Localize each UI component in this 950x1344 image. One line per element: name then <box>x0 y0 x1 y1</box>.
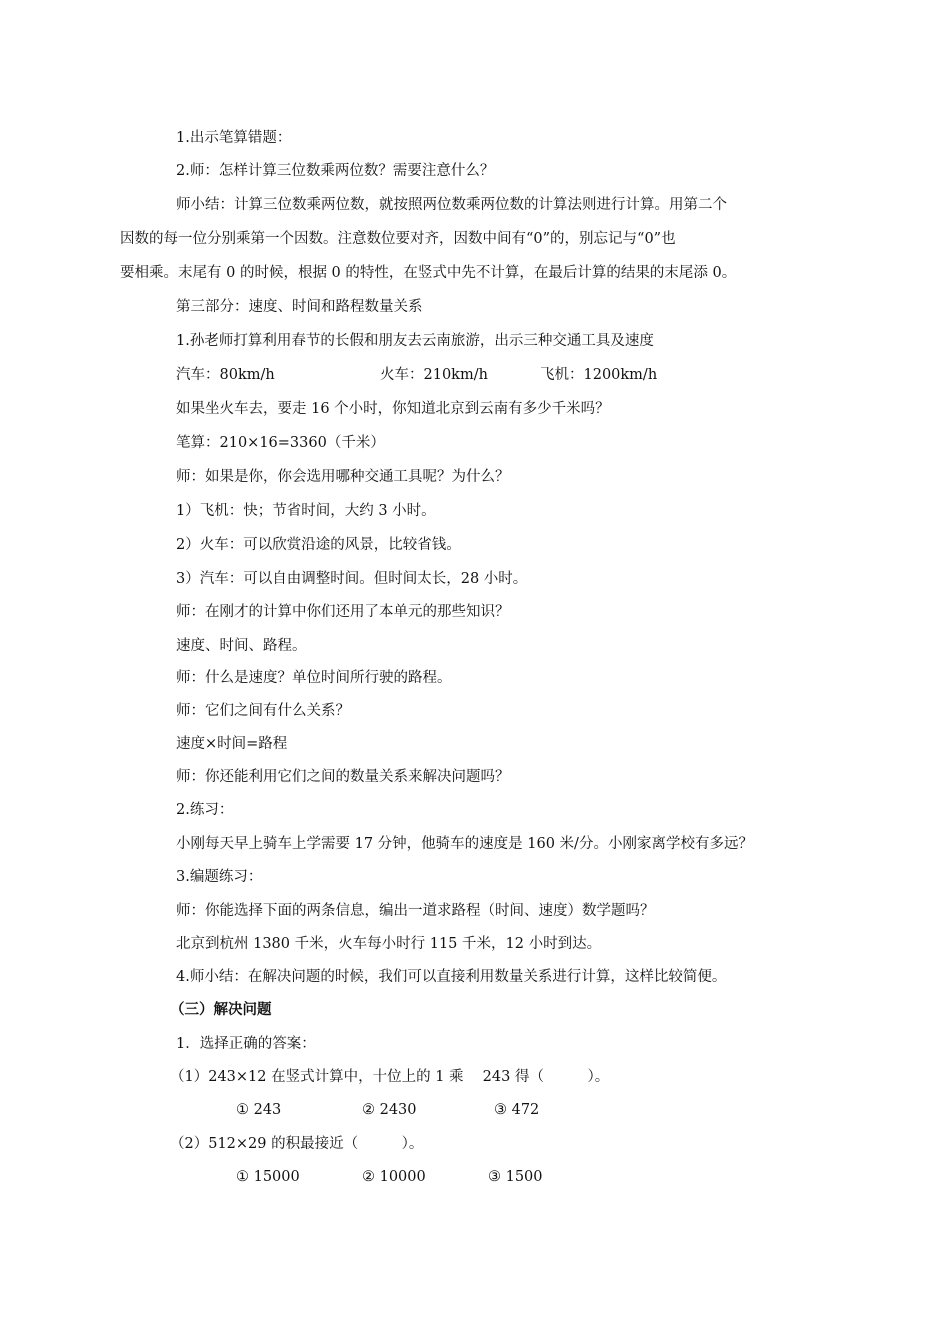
text-line: 3.编题练习： <box>176 869 263 885</box>
option-2: ② 2430 <box>362 1102 417 1118</box>
text-line: 1．选择正确的答案： <box>176 1036 316 1052</box>
section-heading: 第三部分：速度、时间和路程数量关系 <box>176 299 423 315</box>
text-line: 师：它们之间有什么关系？ <box>176 703 350 719</box>
text-line: 小刚每天早上骑车上学需要 17 分钟，他骑车的速度是 160 米/分。小刚家离学校有多远？ <box>176 836 753 852</box>
text-line: 要相乘。末尾有 0 的时候，根据 0 的特性，在竖式中先不计算，在最后计算的结果的末尾添 0。 <box>120 265 737 281</box>
option-1: ① 15000 <box>236 1169 300 1185</box>
plane-speed: 飞机：1200km/h <box>540 367 658 383</box>
train-speed: 火车：210km/h <box>380 367 488 383</box>
text-line: 北京到杭州 1380 千米，火车每小时行 115 千米，12 小时到达。 <box>176 936 602 952</box>
text-line: 速度×时间=路程 <box>176 736 288 752</box>
text-line: 1.孙老师打算利用春节的长假和朋友去云南旅游，出示三种交通工具及速度 <box>176 333 654 349</box>
text-line: 师：什么是速度？单位时间所行驶的路程。 <box>176 670 452 686</box>
text-line: 2）火车：可以欣赏沿途的风景，比较省钱。 <box>176 537 461 553</box>
question-2: （2）512×29 的积最接近（ ）。 <box>170 1136 424 1152</box>
text-line: 4.师小结：在解决问题的时候，我们可以直接利用数量关系进行计算，这样比较简便。 <box>176 969 727 985</box>
text-line: 师小结：计算三位数乘两位数，就按照两位数乘两位数的计算法则进行计算。用第二个 <box>176 197 727 213</box>
text-line: 师：在刚才的计算中你们还用了本单元的那些知识？ <box>176 604 510 620</box>
option-3: ③ 1500 <box>488 1169 543 1185</box>
text-line: 速度、时间、路程。 <box>176 638 307 654</box>
text-line: 3）汽车：可以自由调整时间。但时间太长，28 小时。 <box>176 571 528 587</box>
option-3: ③ 472 <box>494 1102 540 1118</box>
text-line: 1）飞机：快；节省时间，大约 3 小时。 <box>176 503 436 519</box>
text-line: 师：如果是你，你会选用哪种交通工具呢？为什么？ <box>176 469 510 485</box>
text-line: 2.练习： <box>176 802 234 818</box>
option-2: ② 10000 <box>362 1169 426 1185</box>
text-line: 如果坐火车去，要走 16 个小时，你知道北京到云南有多少千米吗？ <box>176 401 610 417</box>
section-heading: （三）解决问题 <box>170 1001 272 1018</box>
text-line: 1.出示笔算错题： <box>176 130 292 146</box>
text-line: 师：你还能利用它们之间的数量关系来解决问题吗？ <box>176 769 510 785</box>
text-line: 笔算：210×16=3360（千米） <box>176 435 385 451</box>
car-speed: 汽车：80km/h <box>176 367 275 383</box>
text-line: 2.师：怎样计算三位数乘两位数？需要注意什么？ <box>176 163 495 179</box>
question-1: （1）243×12 在竖式计算中，十位上的 1 乘 243 得（ ）。 <box>170 1069 610 1085</box>
option-1: ① 243 <box>236 1102 282 1118</box>
text-line: 师：你能选择下面的两条信息，编出一道求路程（时间、速度）数学题吗？ <box>176 903 655 919</box>
text-line: 因数的每一位分别乘第一个因数。注意数位要对齐，因数中间有“0”的，别忘记与“0”也 <box>120 231 676 247</box>
